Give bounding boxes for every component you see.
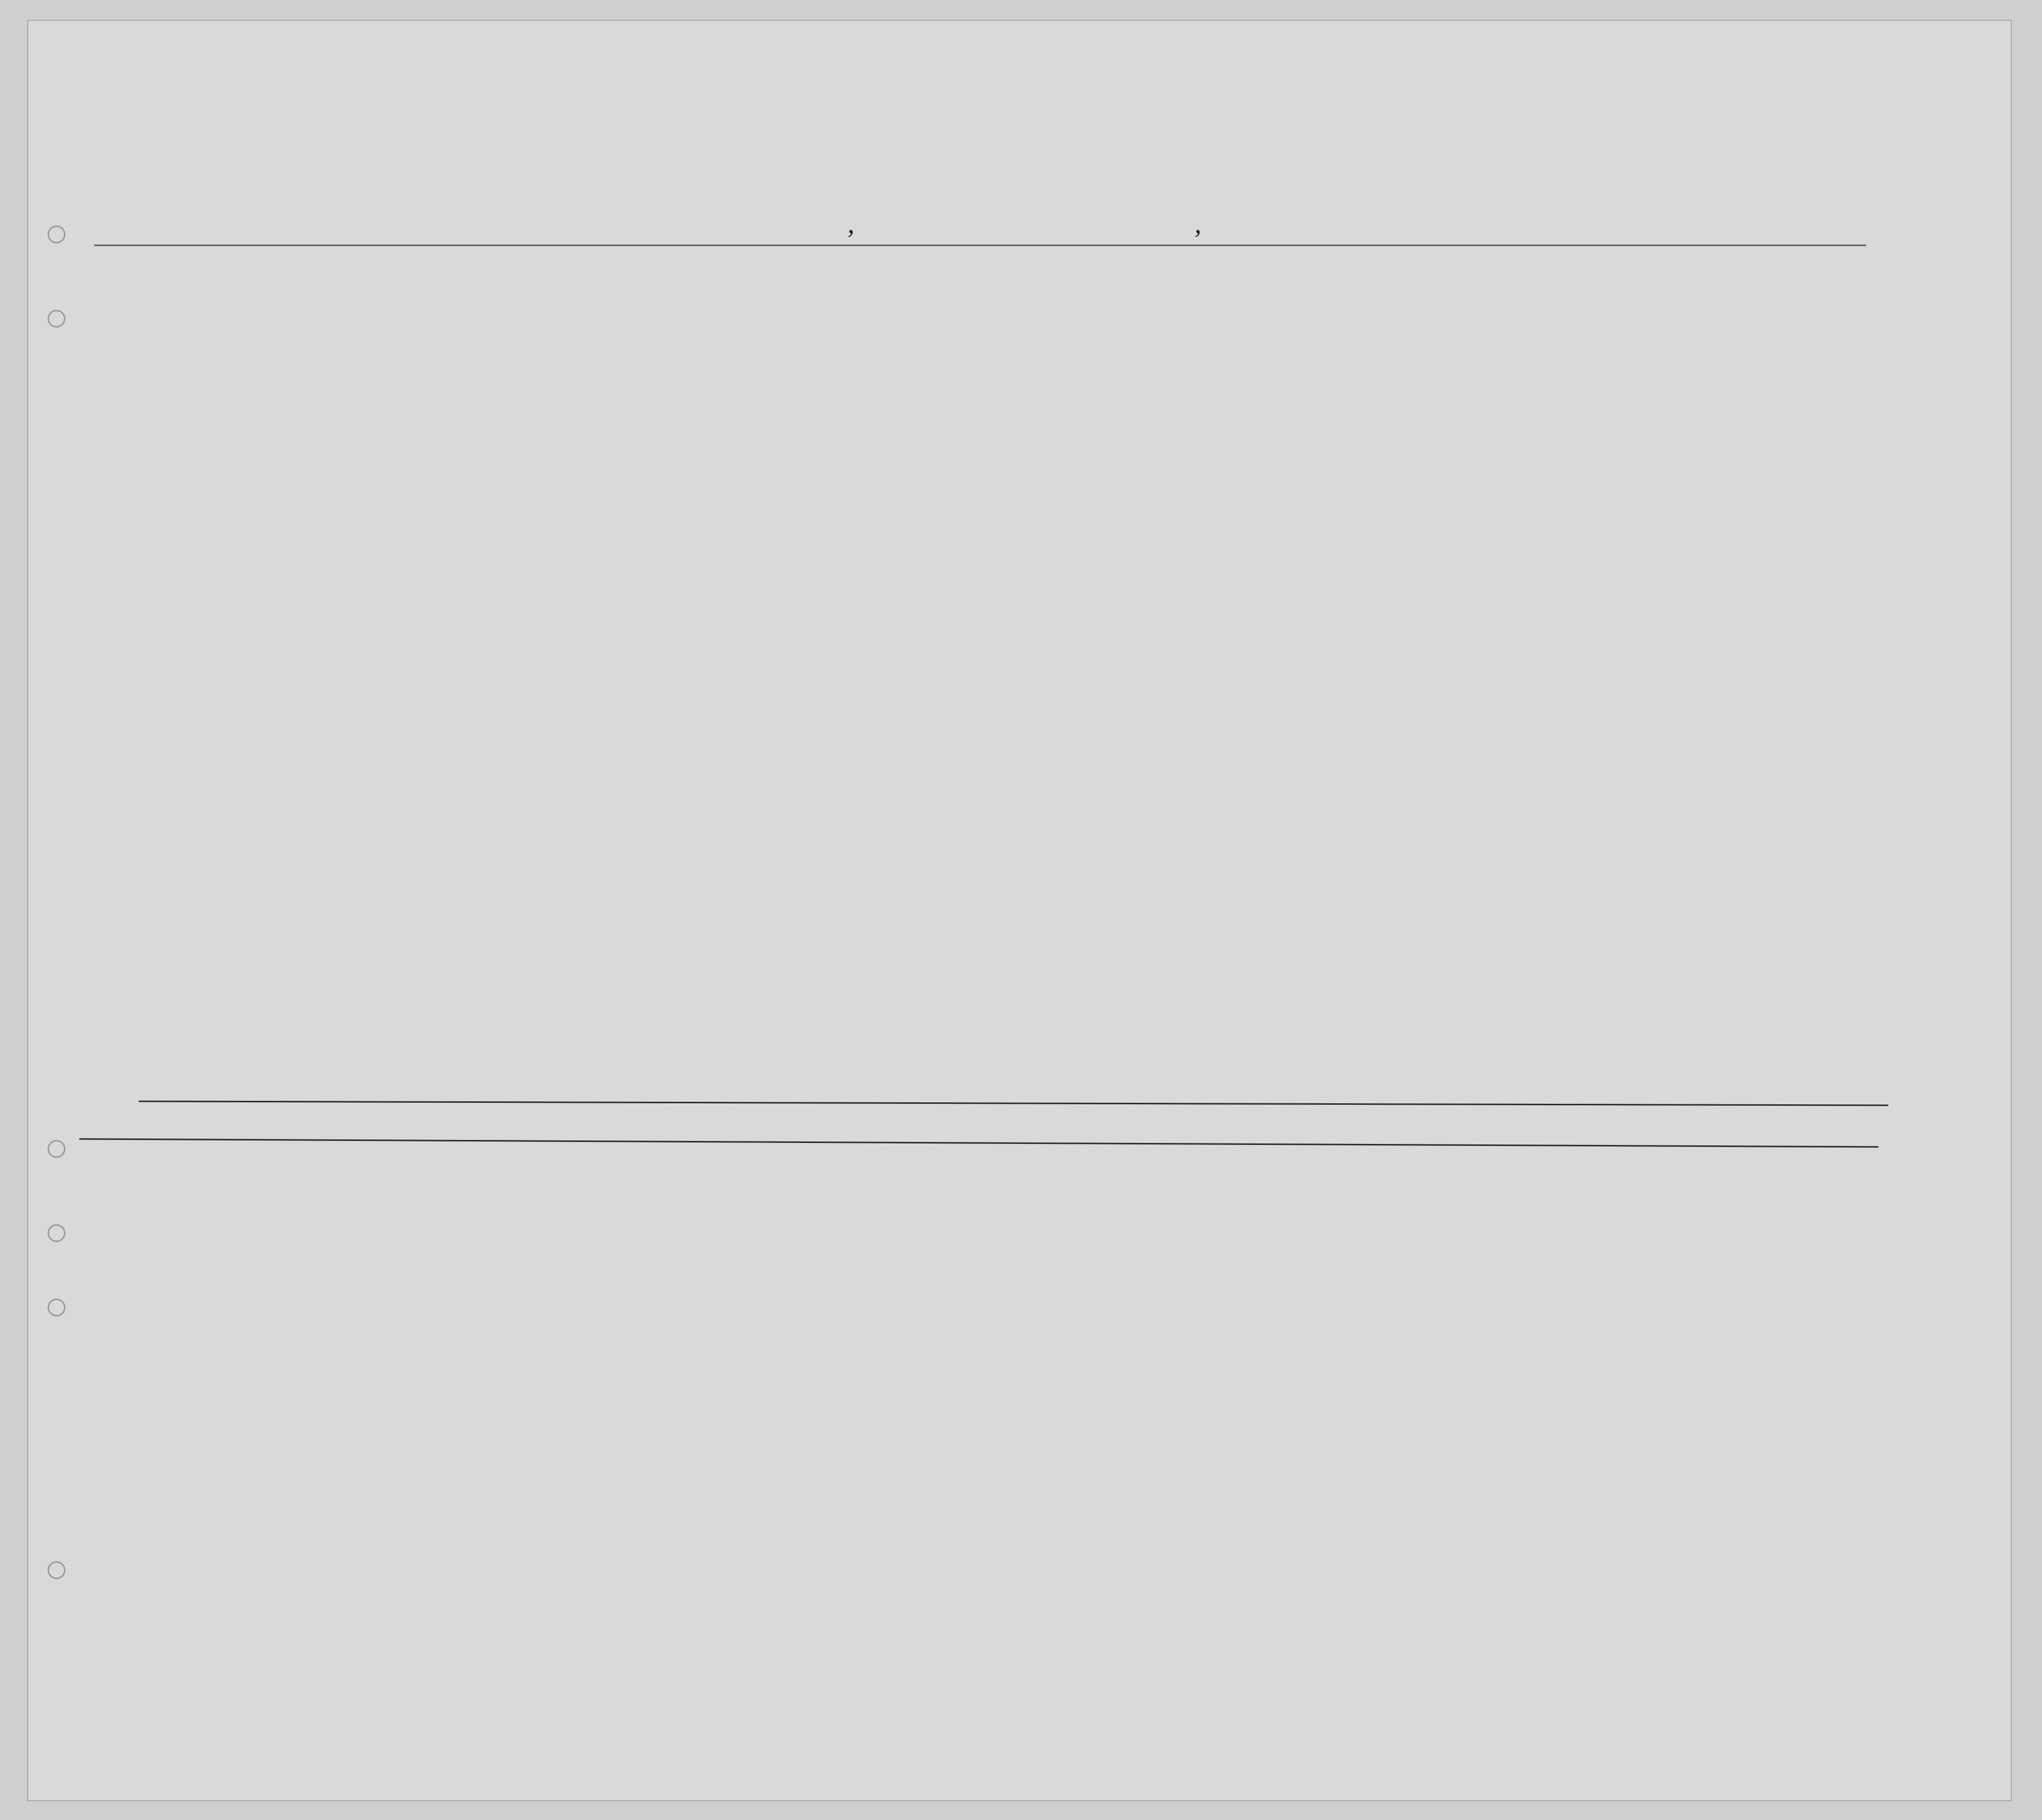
date-comma: , xyxy=(848,209,854,239)
year-comma: , xyxy=(1194,209,1201,239)
